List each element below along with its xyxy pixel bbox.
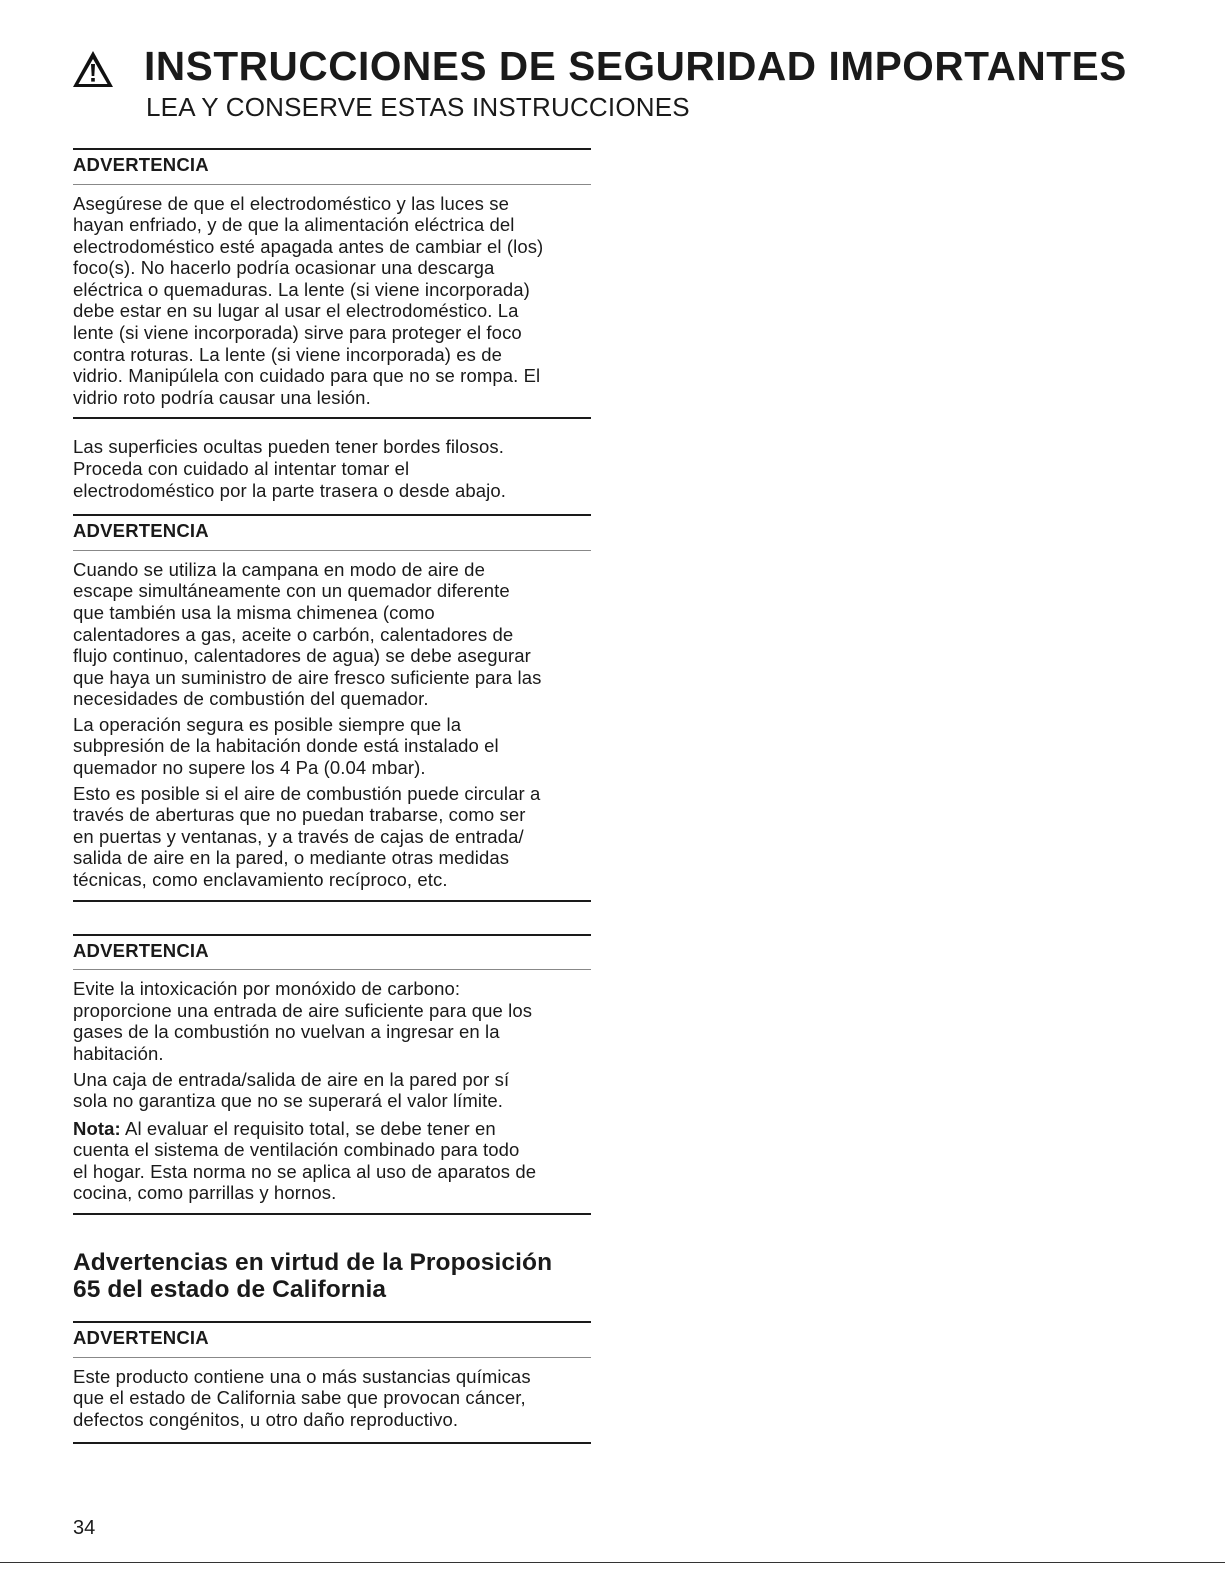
prop65-section — [73, 1358, 591, 1443]
prop65-text: Este producto contiene una o más sustancias químicas que el estado de California sabe que provocan cáncer, defectos congénitos, u otro daño reproductivo. — [73, 1365, 531, 1430]
warning-text: Una caja de entrada/salida de aire en la pared por sí sola no garantiza que no se superará el valor límite. — [73, 1068, 510, 1112]
warning-text: La operación segura es posible siempre que la subpresión de la habitación donde está instalado el quemador no supere los 4 Pa (0.04 mbar). — [73, 713, 499, 779]
note-label: Nota: — [73, 1117, 121, 1139]
title-row — [72, 44, 1202, 88]
warning-label: ADVERTENCIA — [73, 939, 209, 961]
warning-triangle-icon — [72, 50, 114, 88]
page-subtitle: LEA Y CONSERVE ESTAS INSTRUCCIONES — [146, 92, 690, 122]
page-bottom-rule — [0, 1562, 1225, 1563]
page-header — [72, 44, 1202, 120]
warning-label: ADVERTENCIA — [73, 154, 209, 175]
prop65-heading: Advertencias en virtud de la Proposición 65 del estado de California — [73, 1249, 553, 1304]
warning-label: ADVERTENCIA — [73, 520, 209, 542]
warning-text: Asegúrese de que el electrodoméstico y las luces se hayan enfriado, y de que la alimentación eléctrica del electrodoméstico esté apagada antes de cambiar el (los) foco(s). No hacerlo podría ocasionar una descarga eléctrica o quemaduras. La lente (si viene incorporada) debe estar en su lugar al usar el electrodoméstico. La lente (si viene incorporada) sirve para proteger el foco contra roturas. La lente (si viene incorporada) es de vidrio. Manipúlela con cuidado para que no se rompa. El vidrio roto podría causar una lesión. — [73, 192, 544, 408]
note-text — [73, 1118, 591, 1204]
caution-text: Las superficies ocultas pueden tener bordes filosos. Proceda con cuidado al intentar tomar el electrodoméstico por la parte trasera o desde abajo. — [73, 436, 507, 501]
page-number: 34 — [73, 1517, 96, 1539]
warning-section-3 — [73, 970, 591, 1213]
spacer — [73, 902, 591, 934]
warning-section-1 — [73, 185, 591, 418]
warning-section-2 — [73, 551, 591, 900]
warning-text: Evite la intoxicación por monóxido de carbono: proporcione una entrada de aire suficiente para que los gases de la combustión no vuelvan a ingresar en la habitación. — [73, 978, 533, 1064]
note-body: Al evaluar el requisito total, se debe tener en cuenta el sistema de ventilación combinado para todo el hogar. Esta norma no se aplica al uso de aparatos de cocina, como parrillas y hornos. — [73, 1117, 537, 1204]
prop65-heading-block — [73, 1215, 591, 1321]
section-rule — [73, 1442, 591, 1444]
warning-text: Esto es posible si el aire de combustión puede circular a través de aberturas que no puedan trabarse, como ser en puertas y ventanas, y a través de cajas de entrada/ salida de aire en la pared, o mediante otras medidas técnicas, como enclavamiento recíproco, etc. — [73, 782, 541, 891]
page-title: INSTRUCCIONES DE SEGURIDAD IMPORTANTES — [144, 42, 1127, 89]
caution-section — [73, 419, 591, 514]
warning-label: ADVERTENCIA — [73, 1327, 209, 1349]
warning-text: Cuando se utiliza la campana en modo de aire de escape simultáneamente con un quemador diferente que también usa la misma chimenea (como calentadores a gas, aceite o carbón, calentadores de flujo continuo, calentadores de agua) se debe asegurar que haya un suministro de aire fresco suficiente para las necesidades de combustión del quemador. — [73, 558, 542, 710]
main-content — [73, 148, 591, 1444]
